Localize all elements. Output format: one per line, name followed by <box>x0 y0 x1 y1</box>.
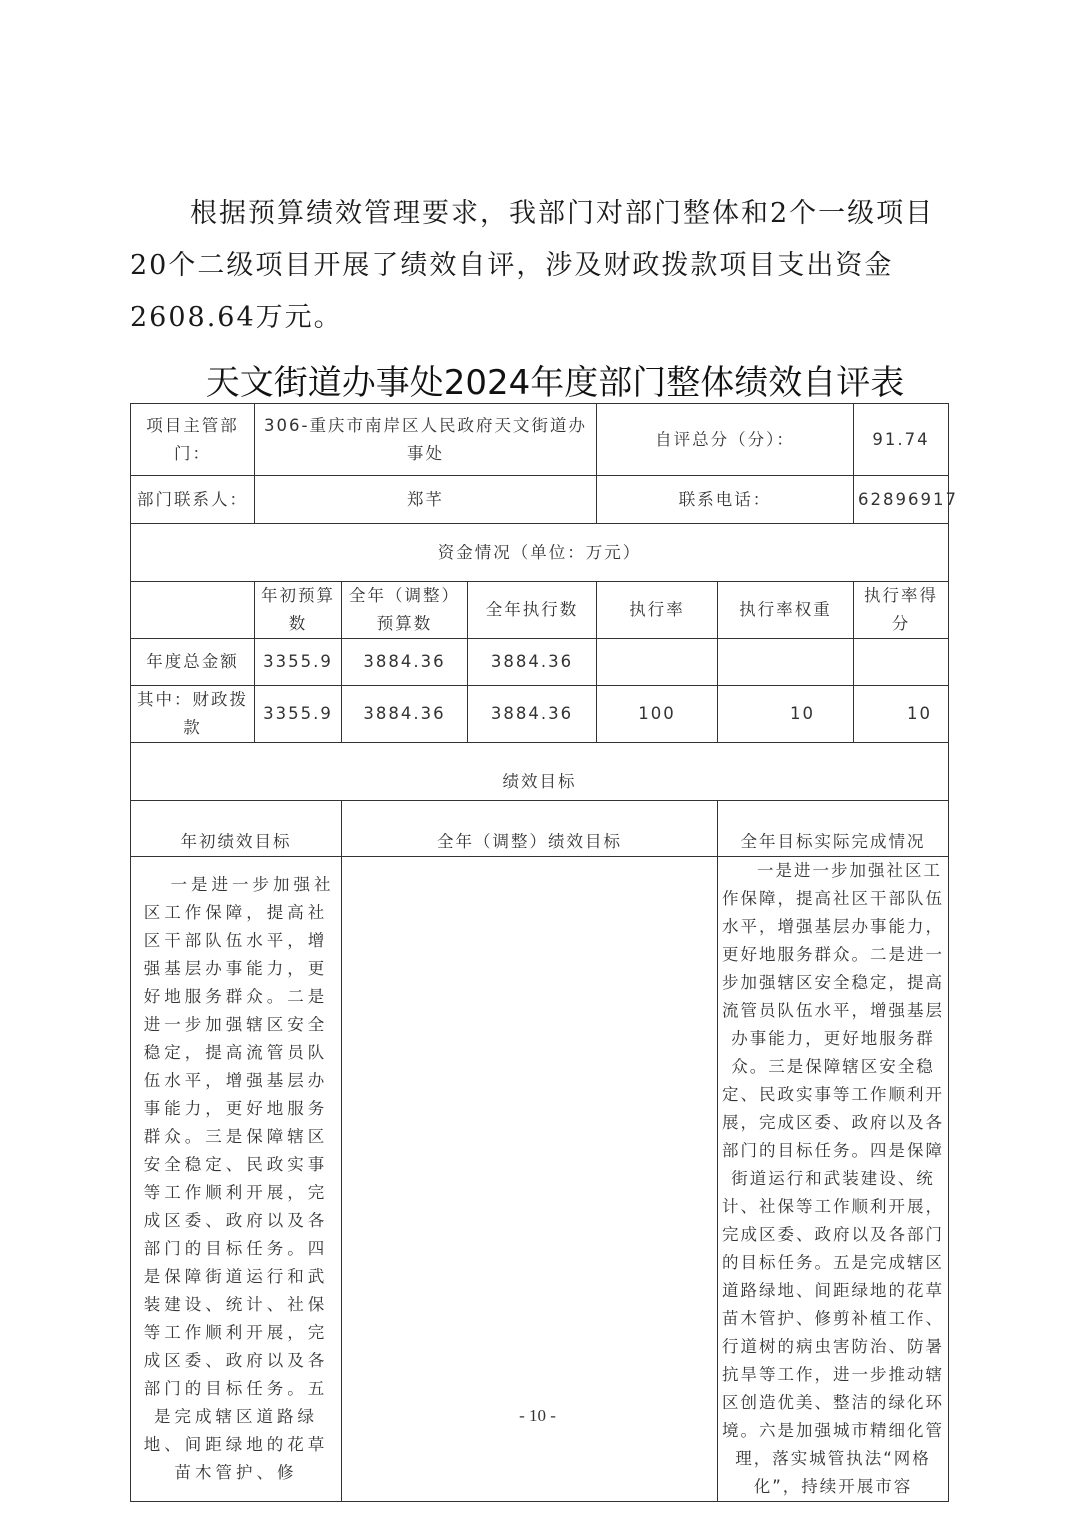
goals-columns-row <box>131 801 949 857</box>
funds-initial: 3355.9 <box>255 686 342 743</box>
funds-col-header: 全年执行数 <box>468 582 597 639</box>
page-title: 天文街道办事处2024年度部门整体绩效自评表 <box>205 363 905 403</box>
funds-executed: 3884.36 <box>468 686 597 743</box>
intro-paragraph <box>130 188 950 344</box>
funds-header: 资金情况（单位：万元） <box>131 524 949 582</box>
contact-row <box>131 476 949 524</box>
goals-actual-text: 一是进一步加强社区工作保障，提高社区干部队伍水平，增强基层办事能力，更好地服务群众。二是进一步加强辖区安全稳定，提高流管员队伍水平，增强基层办事能力，更好地服务群众。三是保障辖区安全稳定、民政实事等工作顺利开展，完成区委、政府以及各部门的目标任务。四是保障街道运行和武装建设、统计、社保等工作顺利开展，完成区委、政府以及各部门的目标任务。五是完成辖区道路绿地、间距绿地的花草苗木管护、修剪补植工作、行道树的病虫害防治、防暑抗旱等工作，进一步推动辖区创造优美、整洁的绿化环境。六是加强城市精细化管理，落实城管执法“网格化”，持续开展市容 <box>722 861 944 1496</box>
contact-label: 部门联系人： <box>131 476 255 524</box>
goals-header-row <box>131 743 949 801</box>
funds-col-header: 执行率权重 <box>718 582 854 639</box>
funds-initial: 3355.9 <box>255 639 342 686</box>
intro-text: 根据预算绩效管理要求，我部门对部门整体和2个一级项目20个二级项目开展了绩效自评，涉及财政拨款项目支出资金2608.64万元。 <box>130 198 935 333</box>
funds-adjusted: 3884.36 <box>342 639 468 686</box>
phone-label: 联系电话： <box>597 476 854 524</box>
goals-col-adjusted: 全年（调整）绩效目标 <box>342 801 718 857</box>
funds-header-row <box>131 524 949 582</box>
phone-value: 62896917 <box>854 476 949 524</box>
funds-col-header: 全年（调整）预算数 <box>342 582 468 639</box>
funds-row-label: 其中：财政拨款 <box>131 686 255 743</box>
funds-weight <box>718 639 854 686</box>
goals-header: 绩效目标 <box>131 743 949 801</box>
page-number: - 10 - <box>519 1406 556 1425</box>
goals-initial-text: 一是进一步加强社区工作保障，提高社区干部队伍水平，增强基层办事能力，更好地服务群众。二是进一步加强辖区安全稳定，提高流管员队伍水平，增强基层办事能力，更好地服务群众。三是保障辖区安全稳定、民政实事等工作顺利开展，完成区委、政府以及各部门的目标任务。四是保障街道运行和武装建设、统计、社保等工作顺利开展，完成区委、政府以及各部门的目标任务。五是完成辖区道路绿地、间距绿地的花草苗木管护、修 <box>143 875 335 1482</box>
dept-value: 306-重庆市南岸区人民政府天文街道办事处 <box>255 404 597 476</box>
dept-row <box>131 404 949 476</box>
dept-label: 项目主管部门： <box>131 404 255 476</box>
funds-executed: 3884.36 <box>468 639 597 686</box>
score-label: 自评总分（分）： <box>597 404 854 476</box>
funds-row <box>131 686 949 743</box>
funds-col-header <box>131 582 255 639</box>
funds-rate <box>597 639 718 686</box>
funds-col-header: 年初预算数 <box>255 582 342 639</box>
self-evaluation-table <box>130 403 958 1502</box>
funds-col-header: 执行率得分 <box>854 582 949 639</box>
goals-col-initial: 年初绩效目标 <box>131 801 342 857</box>
funds-row-label: 年度总金额 <box>131 639 255 686</box>
funds-adjusted: 3884.36 <box>342 686 468 743</box>
funds-row <box>131 639 949 686</box>
funds-weight: 10 <box>718 686 854 743</box>
goals-adjusted-cell <box>342 857 718 1502</box>
contact-value: 郑芊 <box>255 476 597 524</box>
funds-columns-row <box>131 582 949 639</box>
goals-col-actual: 全年目标实际完成情况 <box>718 801 949 857</box>
funds-score <box>854 639 949 686</box>
funds-col-header: 执行率 <box>597 582 718 639</box>
funds-rate: 100 <box>597 686 718 743</box>
goals-content-row <box>131 857 949 1502</box>
goals-initial-cell <box>131 857 342 1502</box>
goals-actual-cell <box>718 857 949 1502</box>
funds-score: 10 <box>854 686 949 743</box>
score-value: 91.74 <box>854 404 949 476</box>
